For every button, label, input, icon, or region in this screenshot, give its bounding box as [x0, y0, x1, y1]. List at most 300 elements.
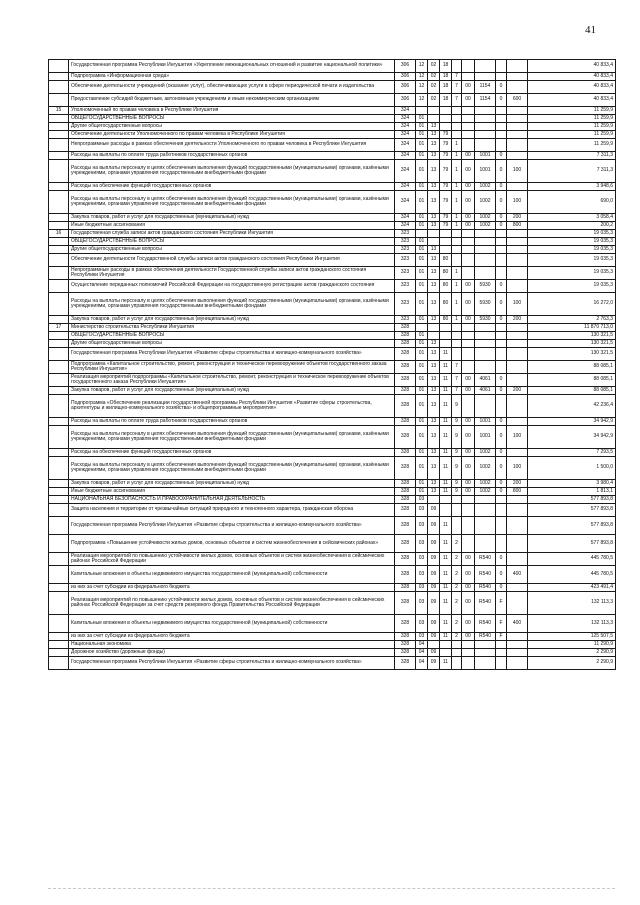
table-row	[49, 81, 616, 94]
subprogram-code	[452, 60, 462, 73]
expense-type-code	[507, 553, 528, 566]
section-code: 01	[416, 488, 428, 496]
expense-type-code: 400	[507, 566, 528, 584]
ministry-code: 323	[395, 280, 416, 293]
table-row	[49, 426, 616, 449]
subprogram-code: 1	[452, 152, 462, 160]
subsection-code: 13	[428, 139, 440, 152]
program-code	[440, 107, 452, 115]
table-row	[49, 488, 616, 496]
amount: 19 035,3	[528, 254, 616, 267]
subsection-code: 13	[428, 387, 440, 395]
direction-suffix	[496, 60, 507, 73]
direction-suffix	[496, 535, 507, 553]
row-number	[49, 361, 69, 374]
subsection-code: 13	[428, 267, 440, 280]
table-row	[49, 633, 616, 641]
expense-type-code	[507, 657, 528, 670]
direction-suffix	[496, 517, 507, 535]
direction-code	[475, 395, 496, 418]
event-code	[462, 649, 475, 657]
row-number	[49, 123, 69, 131]
row-description: Государственная программа Республики Ингушетия «Укрепление межнациональных отношений и развитие национальной политики»	[69, 60, 395, 73]
direction-suffix	[496, 332, 507, 340]
row-number: 17	[49, 324, 69, 332]
event-code	[462, 131, 475, 139]
section-code: 01	[416, 152, 428, 160]
row-number	[49, 641, 69, 649]
row-number	[49, 426, 69, 449]
amount: 40 833,4	[528, 60, 616, 73]
event-code	[462, 73, 475, 81]
row-description: Другие общегосударственные вопросы	[69, 123, 395, 131]
expense-type-code	[507, 254, 528, 267]
amount: 577 893,8	[528, 504, 616, 517]
table-row	[49, 332, 616, 340]
event-code	[462, 123, 475, 131]
event-code: 00	[462, 553, 475, 566]
event-code: 00	[462, 293, 475, 316]
event-code: 00	[462, 566, 475, 584]
subprogram-code: 1	[452, 139, 462, 152]
direction-suffix: 0	[496, 183, 507, 191]
event-code	[462, 230, 475, 238]
direction-code: 1002	[475, 222, 496, 230]
ministry-code: 328	[395, 566, 416, 584]
amount: 19 035,3	[528, 238, 616, 246]
row-number	[49, 293, 69, 316]
section-code: 04	[416, 657, 428, 670]
row-description: Реализация мероприятий по повышению устойчивости жилых домов, основных объектов и систем жизнеобеспечения в сейсмических районах Российской Федерации	[69, 553, 395, 566]
row-number: 16	[49, 230, 69, 238]
table-row	[49, 94, 616, 107]
program-code: 80	[440, 316, 452, 324]
amount: 577 893,8	[528, 535, 616, 553]
section-code: 01	[416, 449, 428, 457]
event-code	[462, 139, 475, 152]
program-code	[440, 324, 452, 332]
subsection-code	[428, 115, 440, 123]
subprogram-code: 1	[452, 316, 462, 324]
program-code: 79	[440, 152, 452, 160]
row-number	[49, 615, 69, 633]
program-code	[440, 246, 452, 254]
ministry-code: 328	[395, 649, 416, 657]
direction-suffix: 0	[496, 387, 507, 395]
event-code: 00	[462, 449, 475, 457]
amount: 130 321,5	[528, 340, 616, 348]
row-description: Иные бюджетные ассигнования	[69, 488, 395, 496]
amount: 16 272,0	[528, 293, 616, 316]
program-code: 11	[440, 592, 452, 615]
subprogram-code	[452, 340, 462, 348]
table-row	[49, 566, 616, 584]
direction-suffix	[496, 657, 507, 670]
direction-suffix: 0	[496, 94, 507, 107]
program-code	[440, 496, 452, 504]
direction-code	[475, 517, 496, 535]
ministry-code: 306	[395, 60, 416, 73]
amount: 40 833,4	[528, 73, 616, 81]
section-code: 03	[416, 517, 428, 535]
section-code: 01	[416, 340, 428, 348]
ministry-code: 328	[395, 504, 416, 517]
event-code: 00	[462, 480, 475, 488]
subsection-code: 13	[428, 123, 440, 131]
row-description: Защита населения и территории от чрезвычайных ситуаций природного и техногенного характера, гражданская оборона	[69, 504, 395, 517]
program-code: 80	[440, 254, 452, 267]
direction-code	[475, 139, 496, 152]
amount: 19 035,3	[528, 246, 616, 254]
direction-code: 1002	[475, 488, 496, 496]
row-description: Подпрограмма «Обеспечение реализации государственной программы Республики Ингушетия «Развитие сферы строительства, архитектуры и жилищно-коммунального хозяйства» и общепрограммные мероприятия»	[69, 395, 395, 418]
section-code: 01	[416, 191, 428, 214]
event-code	[462, 535, 475, 553]
amount: 88 085,1	[528, 374, 616, 387]
section-code: 01	[416, 418, 428, 426]
section-code: 01	[416, 246, 428, 254]
row-number	[49, 457, 69, 480]
expense-type-code	[507, 246, 528, 254]
ministry-code: 328	[395, 657, 416, 670]
direction-code: R540	[475, 592, 496, 615]
ministry-code: 324	[395, 123, 416, 131]
program-code: 11	[440, 418, 452, 426]
section-code: 01	[416, 348, 428, 361]
row-number	[49, 449, 69, 457]
program-code: 79	[440, 131, 452, 139]
subsection-code: 13	[428, 340, 440, 348]
amount: 19 035,3	[528, 230, 616, 238]
program-code: 18	[440, 73, 452, 81]
event-code	[462, 107, 475, 115]
subsection-code: 09	[428, 535, 440, 553]
section-code: 01	[416, 387, 428, 395]
row-description: ОБЩЕГОСУДАРСТВЕННЫЕ ВОПРОСЫ	[69, 332, 395, 340]
table-row	[49, 535, 616, 553]
ministry-code: 324	[395, 183, 416, 191]
subsection-code: 13	[428, 246, 440, 254]
section-code: 01	[416, 480, 428, 488]
section-code: 01	[416, 131, 428, 139]
expense-type-code	[507, 504, 528, 517]
program-code: 11	[440, 488, 452, 496]
row-description: Национальная экономика	[69, 641, 395, 649]
row-number	[49, 81, 69, 94]
direction-code	[475, 73, 496, 81]
expense-type-code	[507, 131, 528, 139]
subprogram-code	[452, 496, 462, 504]
subsection-code: 13	[428, 449, 440, 457]
program-code: 11	[440, 584, 452, 592]
event-code	[462, 254, 475, 267]
event-code: 00	[462, 374, 475, 387]
section-code: 04	[416, 649, 428, 657]
direction-code: 5930	[475, 316, 496, 324]
event-code: 00	[462, 280, 475, 293]
program-code: 11	[440, 361, 452, 374]
expense-type-code	[507, 238, 528, 246]
event-code	[462, 395, 475, 418]
ministry-code: 324	[395, 139, 416, 152]
section-code: 03	[416, 633, 428, 641]
table-row	[49, 293, 616, 316]
subprogram-code: 1	[452, 280, 462, 293]
subsection-code: 13	[428, 131, 440, 139]
ministry-code: 324	[395, 115, 416, 123]
program-code: 79	[440, 214, 452, 222]
amount: 11 259,9	[528, 131, 616, 139]
ministry-code: 328	[395, 615, 416, 633]
direction-suffix: 0	[496, 449, 507, 457]
subsection-code: 13	[428, 374, 440, 387]
subsection-code	[428, 641, 440, 649]
amount: 7 311,3	[528, 152, 616, 160]
row-number	[49, 160, 69, 183]
event-code	[462, 657, 475, 670]
row-number	[49, 332, 69, 340]
table-row	[49, 592, 616, 615]
direction-suffix	[496, 139, 507, 152]
ministry-code: 323	[395, 246, 416, 254]
direction-suffix	[496, 230, 507, 238]
ministry-code: 328	[395, 348, 416, 361]
amount: 19 035,3	[528, 280, 616, 293]
subsection-code: 09	[428, 553, 440, 566]
subsection-code: 13	[428, 361, 440, 374]
expense-type-code	[507, 496, 528, 504]
ministry-code: 323	[395, 254, 416, 267]
direction-suffix: 0	[496, 488, 507, 496]
direction-suffix	[496, 504, 507, 517]
expense-type-code	[507, 584, 528, 592]
table-row	[49, 139, 616, 152]
section-code: 12	[416, 60, 428, 73]
subsection-code: 09	[428, 633, 440, 641]
row-number	[49, 60, 69, 73]
ministry-code: 324	[395, 107, 416, 115]
amount: 423 491,4	[528, 584, 616, 592]
direction-code	[475, 230, 496, 238]
expense-type-code	[507, 374, 528, 387]
direction-code	[475, 649, 496, 657]
program-code: 11	[440, 566, 452, 584]
section-code: 01	[416, 214, 428, 222]
table-row	[49, 496, 616, 504]
program-code: 11	[440, 517, 452, 535]
subprogram-code	[452, 332, 462, 340]
direction-code: 1002	[475, 449, 496, 457]
expense-type-code: 200	[507, 214, 528, 222]
amount: 3 948,6	[528, 183, 616, 191]
expense-type-code	[507, 395, 528, 418]
direction-suffix	[496, 649, 507, 657]
table-row	[49, 480, 616, 488]
amount: 11 290,9	[528, 641, 616, 649]
expense-type-code	[507, 449, 528, 457]
row-description: ОБЩЕГОСУДАРСТВЕННЫЕ ВОПРОСЫ	[69, 115, 395, 123]
expense-type-code: 200	[507, 316, 528, 324]
row-number	[49, 584, 69, 592]
row-number	[49, 94, 69, 107]
subsection-code: 02	[428, 94, 440, 107]
subprogram-code: 2	[452, 566, 462, 584]
subsection-code: 13	[428, 316, 440, 324]
table-row	[49, 316, 616, 324]
subprogram-code: 2	[452, 592, 462, 615]
subsection-code: 13	[428, 293, 440, 316]
section-code: 01	[416, 293, 428, 316]
program-code: 11	[440, 480, 452, 488]
subsection-code: 13	[428, 488, 440, 496]
amount: 132 113,3	[528, 592, 616, 615]
row-description: Министерство строительства Республики Ингушетия	[69, 324, 395, 332]
direction-code	[475, 131, 496, 139]
table-row	[49, 183, 616, 191]
table-row	[49, 340, 616, 348]
direction-code	[475, 254, 496, 267]
amount: 42 236,4	[528, 395, 616, 418]
amount: 7 293,5	[528, 449, 616, 457]
subsection-code: 13	[428, 395, 440, 418]
direction-suffix: 0	[496, 316, 507, 324]
program-code: 80	[440, 280, 452, 293]
row-description: Подпрограмма «Информационная среда»	[69, 73, 395, 81]
row-number	[49, 152, 69, 160]
direction-suffix: 0	[496, 152, 507, 160]
row-number	[49, 517, 69, 535]
event-code	[462, 340, 475, 348]
section-code: 12	[416, 94, 428, 107]
row-number	[49, 131, 69, 139]
table-row	[49, 280, 616, 293]
program-code	[440, 332, 452, 340]
row-description: Расходы на обеспечение функций государственных органов	[69, 449, 395, 457]
program-code	[440, 123, 452, 131]
subprogram-code: 1	[452, 293, 462, 316]
table-row	[49, 107, 616, 115]
subprogram-code: 7	[452, 81, 462, 94]
amount: 125 507,5	[528, 633, 616, 641]
row-number	[49, 139, 69, 152]
expense-type-code: 100	[507, 426, 528, 449]
direction-code	[475, 657, 496, 670]
row-number	[49, 374, 69, 387]
amount: 19 035,3	[528, 267, 616, 280]
table-row	[49, 324, 616, 332]
row-number	[49, 115, 69, 123]
direction-suffix: 0	[496, 426, 507, 449]
subprogram-code	[452, 649, 462, 657]
ministry-code: 328	[395, 374, 416, 387]
row-number	[49, 488, 69, 496]
direction-code	[475, 496, 496, 504]
row-description: Дорожное хозяйство (дорожные фонды)	[69, 649, 395, 657]
section-code: 01	[416, 361, 428, 374]
row-number	[49, 657, 69, 670]
table-row	[49, 361, 616, 374]
subprogram-code: 1	[452, 214, 462, 222]
direction-code: R540	[475, 584, 496, 592]
section-code: 01	[416, 123, 428, 131]
subsection-code: 13	[428, 418, 440, 426]
table-row	[49, 374, 616, 387]
program-code: 11	[440, 457, 452, 480]
table-row	[49, 246, 616, 254]
direction-suffix	[496, 73, 507, 81]
event-code	[462, 324, 475, 332]
direction-code	[475, 246, 496, 254]
program-code: 79	[440, 222, 452, 230]
ministry-code: 328	[395, 633, 416, 641]
table-row	[49, 418, 616, 426]
direction-code	[475, 123, 496, 131]
subsection-code	[428, 238, 440, 246]
subprogram-code	[452, 230, 462, 238]
table-row	[49, 254, 616, 267]
subprogram-code: 7	[452, 374, 462, 387]
subprogram-code: 2	[452, 584, 462, 592]
section-code: 01	[416, 183, 428, 191]
direction-code	[475, 340, 496, 348]
table-row	[49, 457, 616, 480]
direction-code	[475, 504, 496, 517]
program-code	[440, 504, 452, 517]
amount: 88 085,1	[528, 387, 616, 395]
direction-suffix: 0	[496, 584, 507, 592]
ministry-code: 328	[395, 361, 416, 374]
row-number	[49, 633, 69, 641]
expense-type-code: 800	[507, 488, 528, 496]
direction-code: 1002	[475, 191, 496, 214]
subprogram-code	[452, 657, 462, 670]
event-code	[462, 115, 475, 123]
event-code: 00	[462, 214, 475, 222]
expense-type-code	[507, 332, 528, 340]
expense-type-code	[507, 348, 528, 361]
event-code: 00	[462, 584, 475, 592]
row-description: Капитальные вложения в объекты недвижимого имущества государственной (муниципальной) собственности	[69, 615, 395, 633]
direction-code	[475, 332, 496, 340]
event-code: 00	[462, 418, 475, 426]
direction-code: 1001	[475, 418, 496, 426]
row-description: Предоставление субсидий бюджетным, автономным учреждениям и иным некоммерческим организациям	[69, 94, 395, 107]
event-code: 00	[462, 488, 475, 496]
program-code: 80	[440, 267, 452, 280]
ministry-code: 324	[395, 214, 416, 222]
row-description: из них за счет субсидии из федерального бюджета	[69, 584, 395, 592]
row-description: Расходы на выплаты персоналу в целях обеспечения выполнения функций государственными (муниципальными) органами, казёнными учреждениями, органами управления государственными внебюджетными фондами	[69, 160, 395, 183]
subsection-code: 09	[428, 504, 440, 517]
direction-code	[475, 60, 496, 73]
subprogram-code: 7	[452, 387, 462, 395]
section-code: 01	[416, 238, 428, 246]
program-code: 11	[440, 615, 452, 633]
subsection-code: 02	[428, 81, 440, 94]
program-code	[440, 641, 452, 649]
direction-code	[475, 535, 496, 553]
direction-code	[475, 107, 496, 115]
direction-code: 4061	[475, 374, 496, 387]
row-number	[49, 496, 69, 504]
subprogram-code: 2	[452, 535, 462, 553]
row-description: Расходы на выплаты персоналу в целях обеспечения выполнения функций государственными (муниципальными) органами, казёнными учреждениями, органами управления государственными внебюджетными фондами	[69, 457, 395, 480]
subsection-code	[428, 230, 440, 238]
subprogram-code: 7	[452, 94, 462, 107]
ministry-code: 328	[395, 641, 416, 649]
event-code	[462, 60, 475, 73]
section-code: 01	[416, 426, 428, 449]
